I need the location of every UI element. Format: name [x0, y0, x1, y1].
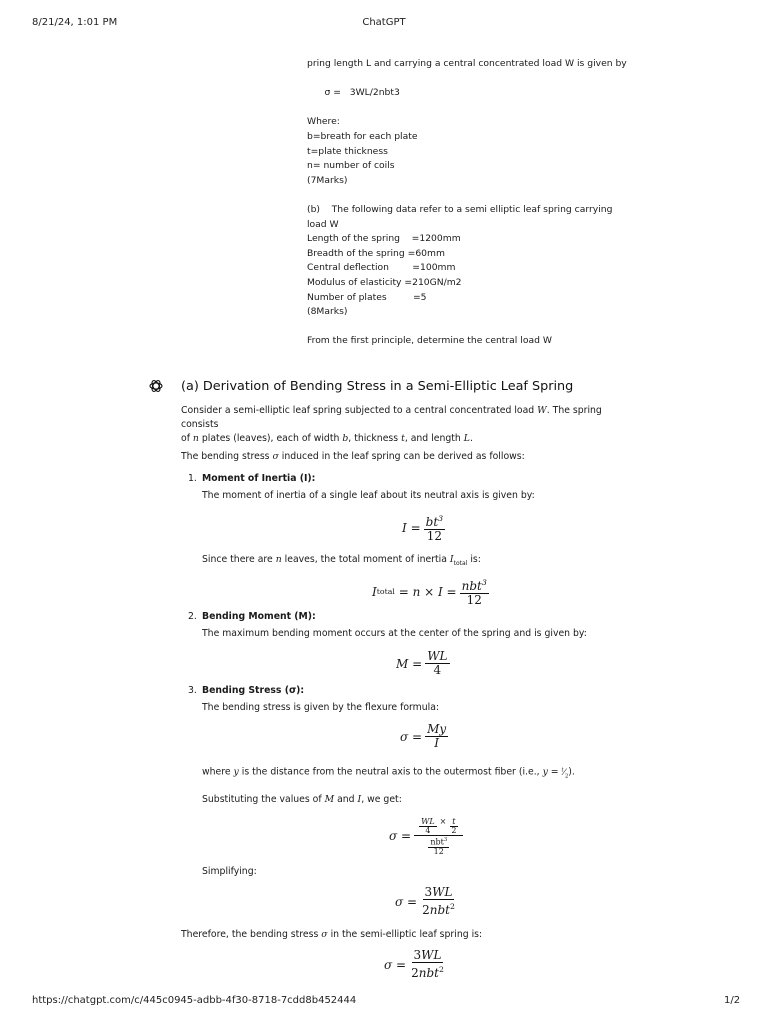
user-line: Where: [307, 116, 340, 128]
equation-substituted: σ = $\frac{WL}{4}$ × $\frac{t}{2}$ $\frac{nbt^3}{12}$ [389, 815, 466, 856]
user-line: (8Marks) [307, 306, 348, 318]
equation-moment: M = $\frac{WL}{4}$ [396, 649, 448, 677]
step-number: 3. [188, 685, 197, 696]
substitute-text: Substituting the values of M and I, we get: [202, 794, 402, 805]
step-number: 2. [188, 611, 197, 622]
page-number: 1/2 [724, 995, 741, 1006]
simplifying-text: Simplifying: [202, 866, 257, 877]
equation-final: σ = $\frac{3WL}{2nbt^2}$ [384, 948, 444, 980]
page-app-title: ChatGPT [362, 17, 406, 28]
user-line: Number of plates =5 [307, 291, 427, 303]
print-datetime: 8/21/24, 1:01 PM [32, 17, 118, 28]
therefore-text: Therefore, the bending stress σ in the semi-elliptic leaf spring is: [181, 929, 483, 940]
user-line: pring length L and carrying a central concentrated load W is given by [307, 58, 627, 69]
equation-total-inertia: I total = n × I = $\frac{nbt^3}{12}$ [372, 578, 487, 607]
equation-inertia: I = $\frac{bt^3}{12}$ [402, 514, 444, 543]
answer-heading: (a) Derivation of Bending Stress in a Semi-Elliptic Leaf Spring [181, 379, 574, 394]
intro-paragraph: Consider a semi-elliptic leaf spring subjected to a central concentrated load W. The spring consists of n plates (leaves), each of width b, thickness t, and length L. [181, 405, 602, 444]
user-line: Modulus of elasticity =210GN/m2 [307, 276, 462, 288]
user-line: n= number of coils [307, 160, 395, 172]
user-line: load W [307, 218, 339, 230]
equation-simplified: σ = $\frac{3WL}{2nbt^2}$ [395, 885, 455, 917]
user-line: (b) The following data refer to a semi elliptic leaf spring carrying [307, 203, 613, 215]
step-text: The moment of inertia of a single leaf about its neutral axis is given by: [202, 490, 535, 501]
step-text: The maximum bending moment occurs at the center of the spring and is given by: [202, 628, 587, 639]
step-title: Bending Stress (σ): [202, 685, 305, 696]
where-text: where y is the distance from the neutral axis to the outermost fiber (i.e., $y = ^t⁄_2$). [202, 766, 575, 780]
user-line: Breadth of the spring =60mm [307, 247, 445, 259]
page-url: https://chatgpt.com/c/445c0945-adbb-4f30-8718-7cdd8b452444 [32, 995, 357, 1006]
user-line: σ = 3WL/2nbt3 [307, 87, 400, 99]
user-line: (7Marks) [307, 174, 348, 186]
step-text: The bending stress is given by the flexure formula: [202, 702, 440, 713]
user-line: b=breath for each plate [307, 130, 418, 142]
user-line: Length of the spring =1200mm [307, 233, 461, 245]
user-message [307, 57, 637, 349]
user-line: Central deflection =100mm [307, 262, 456, 274]
stress-intro: The bending stress σ induced in the leaf spring can be derived as follows: [181, 451, 525, 462]
step-title: Bending Moment (M): [202, 611, 316, 622]
equation-flexure: σ = $\frac{My}{I}$ [400, 722, 447, 750]
step-title: Moment of Inertia (I): [202, 473, 316, 484]
user-line: From the first principle, determine the central load W [307, 335, 552, 347]
step-text: Since there are n leaves, the total moment of inertia $I_{total}$ is: [202, 554, 481, 567]
step-number: 1. [188, 473, 197, 484]
openai-logo-icon [148, 378, 164, 394]
user-line: t=plate thickness [307, 145, 388, 157]
